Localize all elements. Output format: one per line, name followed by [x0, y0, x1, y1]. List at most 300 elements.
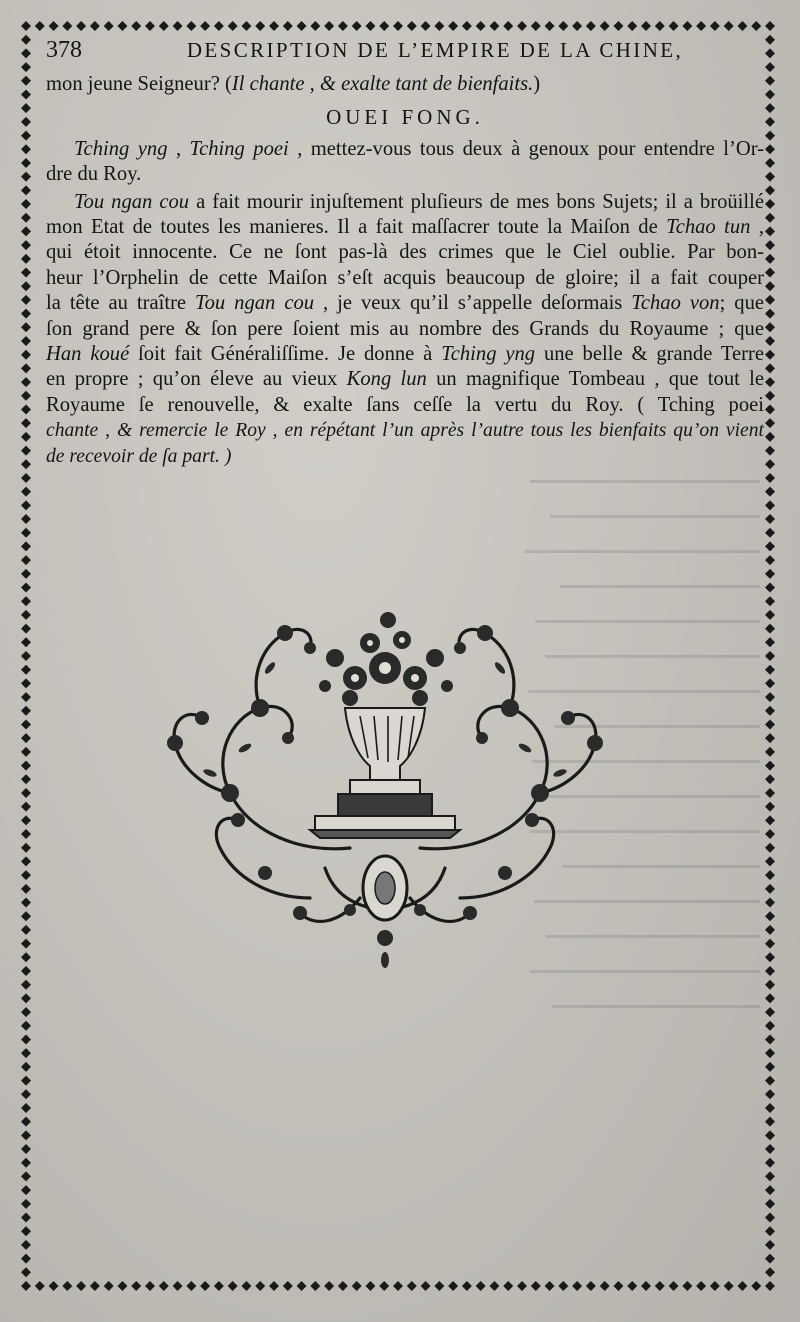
border-diamond	[737, 1281, 747, 1291]
border-diamond	[503, 21, 513, 31]
border-diamond	[21, 596, 31, 606]
border-diamond	[765, 706, 775, 716]
border-diamond	[21, 158, 31, 168]
border-diamond	[751, 1281, 761, 1291]
border-diamond	[90, 1281, 100, 1291]
border-diamond	[21, 172, 31, 182]
border-diamond	[173, 1281, 183, 1291]
border-diamond	[269, 1281, 279, 1291]
border-diamond	[765, 158, 775, 168]
border-diamond	[448, 1281, 458, 1291]
border-diamond	[765, 1076, 775, 1086]
border-diamond	[765, 500, 775, 510]
border-diamond	[421, 1281, 431, 1291]
border-diamond	[517, 21, 527, 31]
border-diamond	[765, 446, 775, 456]
border-diamond	[228, 1281, 238, 1291]
border-diamond	[21, 993, 31, 1003]
border-diamond	[76, 21, 86, 31]
border-diamond	[200, 21, 210, 31]
border-diamond	[765, 1007, 775, 1017]
border-diamond	[765, 226, 775, 236]
border-diamond	[21, 733, 31, 743]
border-diamond	[393, 21, 403, 31]
border-diamond	[21, 500, 31, 510]
border-diamond	[765, 62, 775, 72]
border-diamond	[255, 1281, 265, 1291]
border-diamond	[21, 309, 31, 319]
border-diamond	[324, 21, 334, 31]
border-diamond	[21, 213, 31, 223]
border-diamond	[641, 21, 651, 31]
border-diamond	[765, 117, 775, 127]
border-diamond	[600, 21, 610, 31]
border-diamond	[765, 363, 775, 373]
border-diamond	[21, 487, 31, 497]
border-diamond	[21, 62, 31, 72]
border-diamond	[765, 432, 775, 442]
border-diamond	[765, 131, 775, 141]
border-diamond	[21, 1254, 31, 1264]
border-diamond	[765, 1267, 775, 1277]
border-diamond	[21, 1089, 31, 1099]
border-diamond	[751, 21, 761, 31]
border-diamond	[21, 89, 31, 99]
border-diamond	[696, 21, 706, 31]
border-diamond	[21, 199, 31, 209]
border-diamond	[21, 514, 31, 524]
border-diamond	[710, 1281, 720, 1291]
border-diamond	[407, 1281, 417, 1291]
border-diamond	[49, 21, 59, 31]
border-diamond	[214, 21, 224, 31]
border-diamond	[21, 569, 31, 579]
border-diamond	[21, 131, 31, 141]
border-diamond	[765, 1185, 775, 1195]
border-diamond	[21, 1240, 31, 1250]
border-diamond	[710, 21, 720, 31]
border-diamond	[765, 719, 775, 729]
border-diamond	[117, 21, 127, 31]
border-diamond	[21, 363, 31, 373]
border-diamond	[627, 1281, 637, 1291]
border-diamond	[283, 21, 293, 31]
border-diamond	[21, 541, 31, 551]
border-diamond	[765, 1171, 775, 1181]
border-diamond	[241, 21, 251, 31]
vase-engraving	[150, 598, 620, 978]
border-diamond	[765, 1199, 775, 1209]
border-diamond	[765, 1213, 775, 1223]
border-diamond	[21, 35, 31, 45]
border-diamond	[21, 747, 31, 757]
border-diamond	[434, 1281, 444, 1291]
border-diamond	[21, 898, 31, 908]
border-diamond	[421, 21, 431, 31]
flower-vase-ornament-icon	[150, 598, 620, 978]
border-diamond	[765, 1048, 775, 1058]
paragraph-1: Tching yng , Tching poei , mettez-vous tous deux à genoux pour entendre l’Or- dre du Roy.	[46, 137, 765, 186]
border-diamond	[283, 1281, 293, 1291]
border-diamond	[737, 21, 747, 31]
border-diamond	[297, 21, 307, 31]
border-diamond	[765, 1103, 775, 1113]
border-diamond	[765, 336, 775, 346]
border-diamond	[21, 48, 31, 58]
border-diamond	[338, 21, 348, 31]
border-diamond	[765, 1144, 775, 1154]
border-diamond	[21, 144, 31, 154]
border-diamond	[765, 610, 775, 620]
border-diamond	[21, 1062, 31, 1072]
border-diamond	[448, 21, 458, 31]
border-diamond	[765, 377, 775, 387]
border-diamond	[765, 541, 775, 551]
border-diamond	[407, 21, 417, 31]
border-diamond	[682, 1281, 692, 1291]
border-diamond	[21, 1171, 31, 1181]
border-diamond	[765, 322, 775, 332]
border-diamond	[131, 21, 141, 31]
border-diamond	[21, 1076, 31, 1086]
border-diamond	[586, 1281, 596, 1291]
border-diamond	[21, 583, 31, 593]
border-diamond	[21, 637, 31, 647]
border-diamond	[21, 322, 31, 332]
border-diamond	[21, 1021, 31, 1031]
border-diamond	[765, 144, 775, 154]
border-diamond	[104, 21, 114, 31]
border-diamond	[765, 651, 775, 661]
border-diamond	[62, 21, 72, 31]
border-diamond	[765, 350, 775, 360]
border-diamond	[558, 1281, 568, 1291]
border-diamond	[21, 1007, 31, 1017]
border-diamond	[21, 761, 31, 771]
border-diamond	[21, 103, 31, 113]
border-diamond	[21, 911, 31, 921]
border-diamond	[765, 281, 775, 291]
border-diamond	[21, 418, 31, 428]
border-diamond	[765, 89, 775, 99]
border-diamond	[572, 1281, 582, 1291]
border-diamond	[765, 172, 775, 182]
border-diamond	[765, 1021, 775, 1031]
border-diamond	[765, 1117, 775, 1127]
border-diamond	[35, 21, 45, 31]
border-diamond	[765, 733, 775, 743]
border-diamond	[62, 1281, 72, 1291]
border-diamond	[338, 1281, 348, 1291]
border-diamond	[21, 774, 31, 784]
border-diamond	[159, 1281, 169, 1291]
page-number: 378	[46, 37, 82, 63]
border-diamond	[21, 117, 31, 127]
border-diamond	[765, 637, 775, 647]
border-diamond	[21, 555, 31, 565]
border-diamond	[765, 815, 775, 825]
border-diamond	[765, 665, 775, 675]
border-diamond	[765, 952, 775, 962]
border-diamond	[21, 404, 31, 414]
border-diamond	[21, 226, 31, 236]
border-diamond	[21, 665, 31, 675]
border-diamond	[269, 21, 279, 31]
border-diamond	[765, 788, 775, 798]
border-diamond	[21, 788, 31, 798]
border-diamond	[21, 802, 31, 812]
running-header	[46, 38, 764, 72]
border-diamond	[21, 254, 31, 264]
border-diamond	[765, 487, 775, 497]
border-diamond	[214, 1281, 224, 1291]
border-diamond	[228, 21, 238, 31]
border-diamond	[21, 1048, 31, 1058]
border-diamond	[76, 1281, 86, 1291]
border-diamond	[21, 350, 31, 360]
border-diamond	[724, 1281, 734, 1291]
border-diamond	[765, 692, 775, 702]
border-diamond	[765, 213, 775, 223]
border-diamond	[90, 21, 100, 31]
border-diamond	[21, 884, 31, 894]
border-diamond	[117, 1281, 127, 1291]
border-diamond	[434, 21, 444, 31]
border-diamond	[21, 185, 31, 195]
border-diamond	[21, 692, 31, 702]
border-diamond	[365, 1281, 375, 1291]
border-diamond	[641, 1281, 651, 1291]
border-diamond	[186, 21, 196, 31]
border-diamond	[765, 678, 775, 688]
border-diamond	[765, 1254, 775, 1264]
border-diamond	[21, 856, 31, 866]
border-diamond	[21, 432, 31, 442]
border-diamond	[21, 446, 31, 456]
border-diamond	[765, 596, 775, 606]
border-diamond	[21, 843, 31, 853]
border-diamond	[310, 21, 320, 31]
border-diamond	[21, 240, 31, 250]
border-diamond	[21, 624, 31, 634]
border-diamond	[765, 268, 775, 278]
border-diamond	[21, 952, 31, 962]
border-diamond	[462, 21, 472, 31]
border-diamond	[21, 377, 31, 387]
border-diamond	[21, 706, 31, 716]
border-diamond	[393, 1281, 403, 1291]
border-diamond	[21, 268, 31, 278]
border-diamond	[324, 1281, 334, 1291]
border-diamond	[365, 21, 375, 31]
border-diamond	[531, 1281, 541, 1291]
border-diamond	[104, 1281, 114, 1291]
border-diamond	[297, 1281, 307, 1291]
border-diamond	[765, 569, 775, 579]
border-diamond	[765, 774, 775, 784]
border-diamond	[765, 583, 775, 593]
border-diamond	[765, 48, 775, 58]
border-diamond	[241, 1281, 251, 1291]
border-diamond	[765, 802, 775, 812]
border-diamond	[145, 1281, 155, 1291]
border-diamond	[21, 76, 31, 86]
border-diamond	[21, 651, 31, 661]
border-diamond	[186, 1281, 196, 1291]
border-diamond	[531, 21, 541, 31]
border-diamond	[765, 870, 775, 880]
border-diamond	[765, 966, 775, 976]
border-diamond	[600, 1281, 610, 1291]
border-diamond	[765, 925, 775, 935]
border-diamond	[765, 1034, 775, 1044]
border-diamond	[21, 1144, 31, 1154]
border-diamond	[669, 1281, 679, 1291]
border-diamond	[21, 1185, 31, 1195]
border-diamond	[765, 843, 775, 853]
border-diamond	[765, 309, 775, 319]
stage-direction: Il chante , & exalte tant de bienfaits.	[231, 73, 534, 95]
border-diamond	[765, 21, 775, 31]
border-diamond	[765, 240, 775, 250]
border-diamond	[21, 1034, 31, 1044]
border-diamond	[21, 815, 31, 825]
border-diamond	[476, 21, 486, 31]
border-diamond	[765, 1158, 775, 1168]
border-diamond	[765, 528, 775, 538]
border-diamond	[21, 678, 31, 688]
border-diamond	[159, 21, 169, 31]
border-diamond	[545, 1281, 555, 1291]
border-diamond	[21, 1281, 31, 1291]
border-diamond	[669, 21, 679, 31]
border-diamond	[35, 1281, 45, 1291]
border-diamond	[765, 1226, 775, 1236]
border-diamond	[21, 925, 31, 935]
border-diamond	[765, 911, 775, 921]
border-diamond	[21, 336, 31, 346]
border-diamond	[765, 993, 775, 1003]
border-diamond	[765, 404, 775, 414]
border-diamond	[352, 1281, 362, 1291]
border-diamond	[310, 1281, 320, 1291]
border-diamond	[558, 21, 568, 31]
border-diamond	[21, 1226, 31, 1236]
border-diamond	[765, 829, 775, 839]
border-diamond	[765, 103, 775, 113]
border-diamond	[21, 610, 31, 620]
border-diamond	[765, 35, 775, 45]
border-diamond	[21, 295, 31, 305]
border-diamond	[696, 1281, 706, 1291]
border-diamond	[655, 21, 665, 31]
border-diamond	[765, 473, 775, 483]
border-diamond	[572, 21, 582, 31]
border-diamond	[765, 185, 775, 195]
border-diamond	[503, 1281, 513, 1291]
border-diamond	[765, 1281, 775, 1291]
border-diamond	[379, 1281, 389, 1291]
border-diamond	[352, 21, 362, 31]
border-diamond	[476, 1281, 486, 1291]
border-diamond	[21, 391, 31, 401]
border-diamond	[613, 1281, 623, 1291]
border-diamond	[21, 1213, 31, 1223]
border-diamond	[765, 391, 775, 401]
paragraph-2: Tou ngan cou a fait mourir injuſtement pluſieurs de mes bons Sujets; il a broüillé mon Etat de toutes les manieres. Il a fait maſſacrer toute la Maiſon de Tchao tun , qui étoit innocente. Ce ne ſont pas-là des crimes que le Ciel oublie. Par bon- heur l’Orphelin de cette Maiſon s’eſt acquis beaucoup de gloire; il a fait couper la tête au traître Tou ngan cou , je veux qu’il s’appelle deſormais Tchao von; que ſon grand pere & ſon pere ſoient mis au nombre des Grands du Royaume ; que Han koué ſoit fait Généraliſſime. Je donne à Tching yng une belle & grande Terre en propre ; qu’on éleve au vieux Kong lun un magnifique Tombeau , que tout le Royaume ſe renouvelle, & exalte ſans ceſſe la vertu du Roy. ( Tching poei chante , & remercie le Roy , en répétant l’un après l’autre tous les bienfaits qu’on vient de recevoir de ſa part. )	[46, 190, 765, 467]
border-diamond	[765, 1240, 775, 1250]
border-diamond	[765, 624, 775, 634]
border-diamond	[173, 21, 183, 31]
border-diamond	[765, 295, 775, 305]
border-diamond	[462, 1281, 472, 1291]
border-diamond	[145, 21, 155, 31]
border-diamond	[765, 555, 775, 565]
border-diamond	[21, 1130, 31, 1140]
border-diamond	[765, 514, 775, 524]
border-diamond	[489, 21, 499, 31]
border-diamond	[765, 939, 775, 949]
border-diamond	[21, 1117, 31, 1127]
speaker-name: OUEI FONG.	[326, 105, 484, 130]
border-diamond	[21, 21, 31, 31]
border-diamond	[655, 1281, 665, 1291]
border-diamond	[21, 719, 31, 729]
border-diamond	[765, 884, 775, 894]
border-diamond	[613, 21, 623, 31]
border-diamond	[21, 528, 31, 538]
border-diamond	[255, 21, 265, 31]
border-diamond	[586, 21, 596, 31]
border-diamond	[21, 966, 31, 976]
border-diamond	[765, 459, 775, 469]
border-diamond	[379, 21, 389, 31]
border-diamond	[21, 939, 31, 949]
border-diamond	[21, 1158, 31, 1168]
border-diamond	[489, 1281, 499, 1291]
border-diamond	[49, 1281, 59, 1291]
border-diamond	[131, 1281, 141, 1291]
border-diamond	[765, 856, 775, 866]
border-diamond	[765, 747, 775, 757]
border-diamond	[21, 870, 31, 880]
border-diamond	[765, 761, 775, 771]
border-diamond	[21, 281, 31, 291]
border-diamond	[517, 1281, 527, 1291]
border-diamond	[765, 980, 775, 990]
border-diamond	[21, 980, 31, 990]
border-diamond	[21, 1199, 31, 1209]
border-diamond	[765, 199, 775, 209]
border-diamond	[724, 21, 734, 31]
border-diamond	[545, 21, 555, 31]
border-diamond	[765, 1062, 775, 1072]
dialogue-line: mon jeune Seigneur? (Il chante , & exalte tant de bienfaits.)	[46, 73, 541, 95]
running-title: DESCRIPTION DE L’EMPIRE DE LA CHINE,	[186, 38, 684, 62]
border-diamond	[765, 254, 775, 264]
border-diamond	[21, 829, 31, 839]
text-block	[46, 38, 764, 469]
border-diamond	[765, 1089, 775, 1099]
border-diamond	[21, 473, 31, 483]
border-diamond	[765, 1130, 775, 1140]
border-diamond	[765, 76, 775, 86]
border-diamond	[21, 1267, 31, 1277]
border-diamond	[627, 21, 637, 31]
border-diamond	[21, 1103, 31, 1113]
border-diamond	[765, 898, 775, 908]
border-diamond	[21, 459, 31, 469]
